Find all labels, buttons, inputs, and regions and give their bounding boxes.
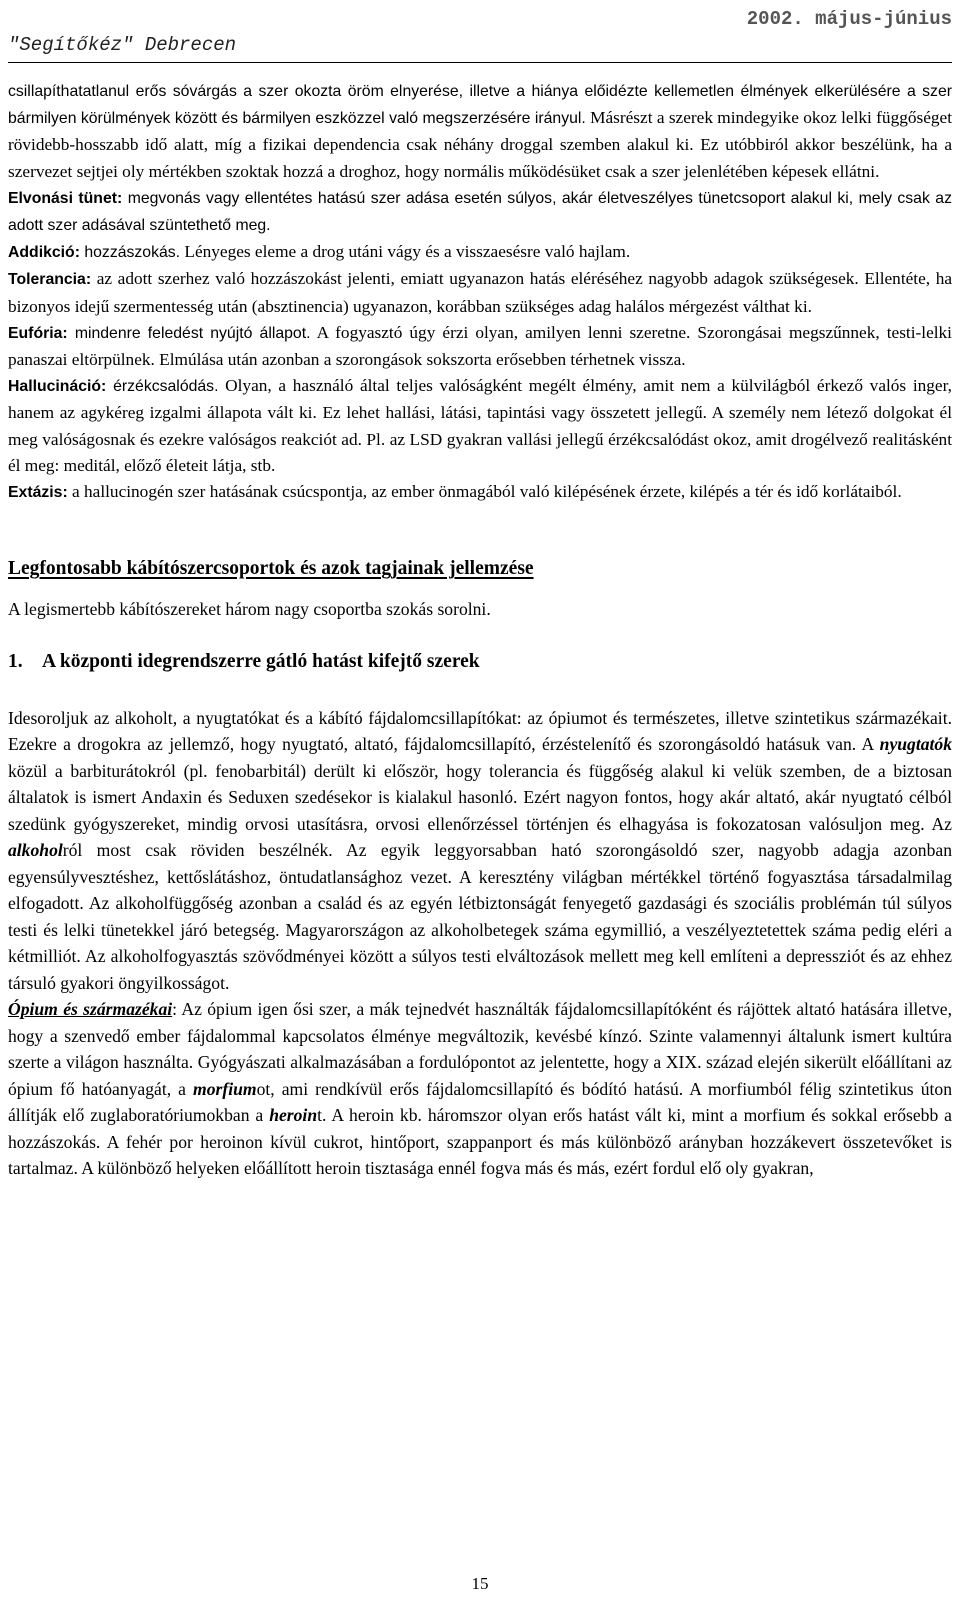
term-definition: az adott szerhez való hozzászokást jelenti, emiatt ugyanazon hatás eléréséhez nagyobb adagok szükségesek. [91,269,859,289]
term-definition-cont: Olyan, a használó által teljes valóságként megélt élmény, amit nem a külvilágból érkező valós inger, hanem az agykéreg izgalmi állapota vált ki. Ez lehet hallási, látási, tapintási vagy összetett jellegű. A személy nem létező dolgokat él meg valóságosnak és ezekre valóságos reakciót ad. Pl. az LSD gyakran vallási jellegű érzékcsalódást okoz, amit drogélvező realitásként él meg: meditál, előző életeit látja, stb. [8,376,952,475]
section-title: Legfontosabb kábítószercsoportok és azok tagjainak jellemzése [8,558,534,580]
subsection-title: A központi idegrendszerre gátló hatást kifejtő szerek [42,650,480,672]
header-date: 2002. május-június [746,8,952,30]
document-body [8,78,952,1182]
term-euphoria [8,320,952,373]
emphasis-morfium: morfium [193,1078,257,1099]
page-number: 15 [471,1574,489,1593]
body-text: ról most csak röviden beszélnék. Az egyik leggyorsabban ható szorongásoldó szer, nagyobb adagja azonban egyensúlyvesztéshez, kettőslátáshoz, öntudatlansághoz vezet. A keresztény világban mértékkel történő fogyasztása társadalmilag elfogadott. Az alkoholfüggőség azonban a család és az egyén létbiztonságát fenyegető gazdasági és szociális problémán túl súlyos testi és lelki tünetekkel járó betegség. Magyarországon az alkoholbetegek száma egymillió, a veszélyeztetettek száma pedig eléri a kétmilliót. Az alkoholfogyasztás szövődményei között a súlyos testi elváltozások mellett meg kell említeni a depressziót és az ehhez társuló gyakori öngyilkosságot. [8,840,952,993]
emphasis-nyugtatok: nyugtatók [879,734,952,755]
term-label: Eufória: [8,324,68,342]
term-label: Extázis: [8,484,68,502]
body-text: ot, ami rendkívül erős fájdalomcsillapító és bódító hatású. A morfiumból félig szintetikus úton állítják elő zuglaboratóriumokban a [8,1078,952,1126]
term-definition: a hallucinogén szer hatásának csúcspontja, az ember önmagából való kilépésének érzete, kilépés a tér és idő korlátaiból. [67,482,902,502]
term-addiction [8,239,952,266]
body-text: közül a barbiturátokról (pl. fenobarbitál) derült ki először, hogy tolerancia és függőség alakul ki velük szemben, de a biztosan általatok is ismert Andaxin és Seduxen szedésekor is kialakul hasonló. Ezért nagyon fontos, hogy akár altató, akár nyugtató célból szedünk gyógyszereket, mindig orvosi utasításra, orvosi ellenőrzéssel történjen és elhagyása is fokozatosan valósuljon meg. Az [8,760,952,834]
term-definition: érzékcsalódás. [106,378,219,396]
body-paragraph-opium [8,996,952,1182]
term-hallucination [8,373,952,479]
intro-text-2: Másrészt a szerek mindegyike okoz lelki függőséget rövidebb-hosszabb idő alatt, míg a fizikai dependencia csak néhány droggal szemben alakul ki. [8,108,952,155]
term-definition-cont: Lényeges eleme a drog utáni vágy és a visszaesésre való hajlam. [180,242,631,262]
term-definition-cont-2: Elmúlása után azonban a szorongások sokszorta erősebben térhetnek vissza. [154,350,686,370]
emphasis-alkohol: alkohol [8,840,63,861]
term-label: Addikció: [8,244,80,262]
subsection-number: 1. [8,650,23,672]
section-intro: A legismertebb kábítószereket három nagy csoportba szokás sorolni. [8,599,491,620]
body-text: t. A heroin kb. háromszor olyan erős hatást vált ki, mint a morfium és sokkal erősebb a hozzászokás. A fehér por heroinon kívül cukrot, hintőport, szappanport és más különböző arányban hozzákevert összetevőket is tartalmaz. A különböző helyeken előállított heroin tisztasága ennél fogva más és más, ezért fordul elő oly gyakran, [8,1105,952,1179]
emphasis-opium: Ópium és származékai [8,999,173,1020]
term-label: Elvonási tünet: [8,189,123,207]
header-rule [8,62,952,63]
body-text: Idesoroljuk az alkoholt, a nyugtatókat és a kábító fájdalomcsillapítókat: az ópiumot és természetes, illetve szintetikus származékait. Ezekre a drogokra az jellemző, hogy nyugtató, altató, fájdalomcsillapító, érzéstelenítő és szorongásoldó hatásuk van. A [8,707,952,755]
term-label: Tolerancia: [8,271,92,289]
term-definition: hozzászokás. [79,244,181,262]
body-text: : Az ópium igen ősi szer, a mák tejnedvét használták fájdalomcsillapítóként és rájöttek altató hatására illetve, hogy a szenvedő ember fájdalommal kapcsolatos élménye megváltozik, kevésbé kínzó. Szinte valamennyi általunk ismert kultúra szerte a világon használta. Gyógyászati alkalmazásában a fordulópontot az jelentette, hogy a XIX. század elején sikerült előállítani az ópium fő hatóanyagát, a [8,999,952,1099]
term-label: Hallucináció: [8,378,107,396]
term-definition-cont: Ellentéte, ha bizonyos idejű szermentesség után (absztinencia) ugyanazon, korábban szükséges adag halálos mérgezést válthat ki. [8,269,953,316]
body-paragraph-alcohol [8,705,952,997]
term-tolerance [8,266,952,319]
term-definition: megvonás vagy ellentétes hatású szer adása esetén súlyos, akár életveszélyes tünetcsoport alakul ki, mely csak az adott szer adásával szüntethető meg. [8,189,952,235]
header-organization: "Segítőkéz" Debrecen [8,34,237,56]
intro-paragraph [8,78,952,185]
term-withdrawal [8,185,952,239]
emphasis-heroin: heroin [269,1105,318,1126]
term-ecstasy [8,479,952,506]
intro-text-sans: csillapíthatatlanul erős sóvárgás a szer okozta öröm elnyerése, illetve a hiánya előidézte kellemetlen élmények elkerülésére a szer bármilyen körülmények között és bármilyen eszközzel való megszerzésére irányul. [8,83,952,128]
page-header [8,6,952,56]
subsection-heading [8,649,952,675]
intro-text-3: Ez utóbbiról akkor beszélünk, ha a szervezet sejtjei oly mértékben szoktak hozzá a droghoz, hogy normális működésüket csak a szer jelenlétében képesek ellátni. [8,135,953,181]
term-definition: mindenre feledést nyújtó állapot. [67,324,311,342]
term-definition-cont: A fogyasztó úgy érzi olyan, amilyen lenni szeretne. Szorongásai megszűnnek, testi-lelki panaszai eltörpülnek. [8,322,952,370]
